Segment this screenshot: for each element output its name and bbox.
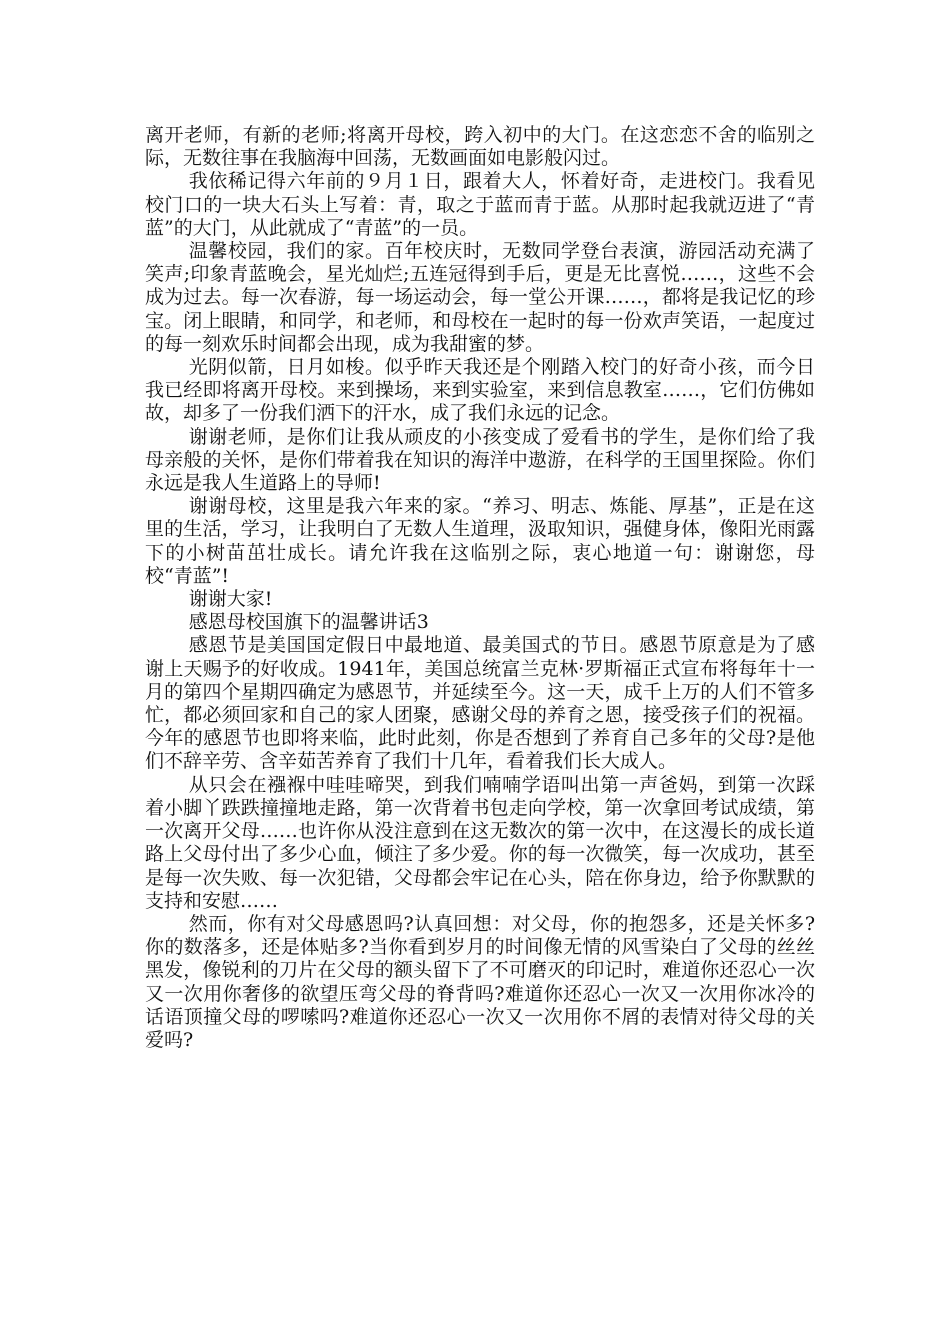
closing-thanks: 谢谢大家! <box>188 588 273 611</box>
document-page <box>145 124 815 1052</box>
paragraph-5: 谢谢老师，是你们让我从顽皮的小孩变成了爱看书的学生，是你们给了我母亲般的关怀，是你们带着我在知识的海洋中遨游，在科学的王国里探险。你们永远是我人生道路上的导师! <box>145 425 815 495</box>
paragraph-1: 离开老师，有新的老师;将离开母校，跨入初中的大门。在这恋恋不舍的临别之际，无数往事在我脑海中回荡，无数画面如电影般闪过。 <box>145 124 815 170</box>
paragraph-8: 从只会在襁褓中哇哇啼哭，到我们喃喃学语叫出第一声爸妈，到第一次踩着小脚丫跌跌撞撞地走路，第一次背着书包走向学校，第一次拿回考试成绩，第一次离开父母……也许你从没注意到在这无数次的第一次中，在这漫长的成长道路上父母付出了多少心血，倾注了多少爱。你的每一次微笑，每一次成功，甚至是每一次失败、每一次犯错，父母都会牢记在心头，陪在你身边，给予你默默的支持和安慰…… <box>145 773 815 912</box>
paragraph-6: 谢谢母校，这里是我六年来的家。“养习、明志、炼能、厚基”，正是在这里的生活，学习，让我明白了无数人生道理，汲取知识，强健身体，像阳光雨露下的小树苗茁壮成长。请允许我在这临别之际，衷心地道一句：谢谢您，母校“青蓝”! <box>145 495 815 587</box>
paragraph-3: 温馨校园，我们的家。百年校庆时，无数同学登台表演，游园活动充满了笑声;印象青蓝晚会，星光灿烂;五连冠得到手后，更是无比喜悦……，这些不会成为过去。每一次春游，每一场运动会，每一堂公开课……，都将是我记忆的珍宝。闭上眼睛，和同学，和老师，和母校在一起时的每一份欢声笑语，一起度过的每一刻欢乐时间都会出现，成为我甜蜜的梦。 <box>145 240 815 355</box>
paragraph-4: 光阴似箭，日月如梭。似乎昨天我还是个刚踏入校门的好奇小孩，而今日我已经即将离开母校。来到操场，来到实验室，来到信息教室……，它们仿佛如故，却多了一份我们洒下的汗水，成了我们永远的记念。 <box>145 356 815 425</box>
section-heading: 感恩母校国旗下的温馨讲话3 <box>188 611 429 634</box>
paragraph-7: 感恩节是美国国定假日中最地道、最美国式的节日。感恩节原意是为了感谢上天赐予的好收成。1941年，美国总统富兰克林·罗斯福正式宣布将每年十一月的第四个星期四确定为感恩节，并延续至今。这一天，成千上万的人们不管多忙，都必须回家和自己的家人团聚，感谢父母的养育之恩，接受孩子们的祝福。今年的感恩节也即将来临，此时此刻，你是否想到了养育自己多年的父母?是他们不辞辛劳、含辛茹苦养育了我们十几年，看着我们长大成人。 <box>145 634 815 773</box>
paragraph-2: 我依稀记得六年前的９月１日，跟着大人，怀着好奇，走进校门。我看见校门口的一块大石头上写着：青，取之于蓝而青于蓝。从那时起我就迈进了“青蓝”的大门，从此就成了“青蓝”的一员。 <box>145 170 815 239</box>
paragraph-9: 然而，你有对父母感恩吗?认真回想：对父母，你的抱怨多，还是关怀多?你的数落多，还是体贴多?当你看到岁月的时间像无情的风雪染白了父母的丝丝黑发，像锐利的刀片在父母的额头留下了不可磨灭的印记时，难道你还忍心一次又一次用你奢侈的欲望压弯父母的脊背吗?难道你还忍心一次又一次用你冰冷的话语顶撞父母的啰嗦吗?难道你还忍心一次又一次用你不屑的表情对待父母的关爱吗? <box>145 912 815 1051</box>
